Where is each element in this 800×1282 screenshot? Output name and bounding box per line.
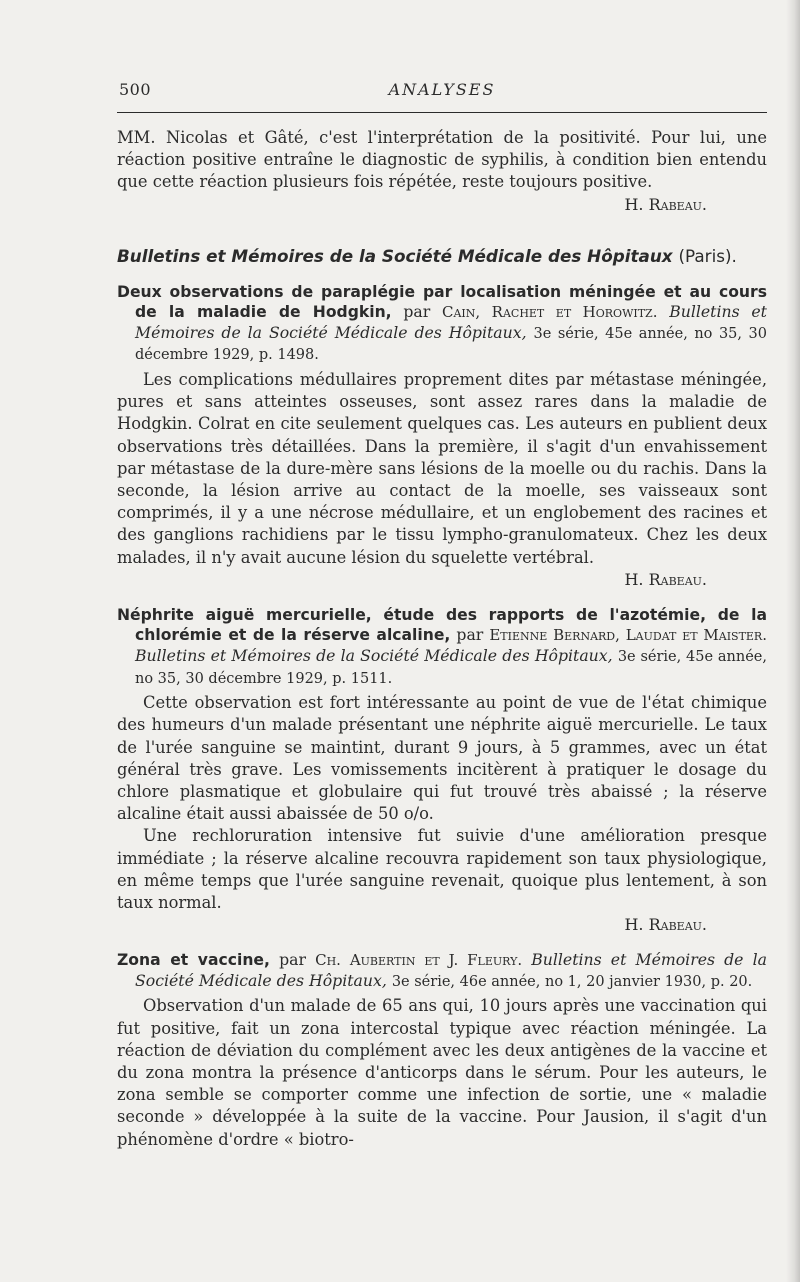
entry-par: par: [403, 302, 431, 322]
entry-reference: 3e série, 45e année, no 35, 30 décembre 1929, p. 1498.: [135, 325, 767, 364]
entry-body-continued: Une rechloruration intensive fut suivie d'une amélioration presque immédiate ; la réserve alcaline recouvra rapidement son taux physiologique, en même temps que l'urée sanguine revenait, quoique plus lentement, à son taux normal.: [117, 826, 767, 913]
entry-title: Zona et vaccine,: [117, 951, 270, 970]
review-entry: [117, 605, 767, 936]
header-rule: [117, 112, 767, 113]
entry-journal: Bulletins et Mémoires de la Société Médicale des Hôpitaux,: [135, 950, 767, 990]
entry-reference: 3e série, 46e année, no 1, 20 janvier 1930, p. 20.: [391, 973, 753, 990]
review-entry: [117, 282, 767, 591]
running-title: ANALYSES: [388, 80, 496, 99]
entry-body: Observation d'un malade de 65 ans qui, 10 jours après une vaccination qui fut positive, fait un zona intercostal typique avec réaction méningée. La réaction de déviation du complément avec les deux antigènes de la vaccine et du zona montra la présence d'anticorps dans le sérum. Pour les auteurs, le zona semble se comporter comme une infection de sortie, une « maladie seconde » développée à la suite de la vaccine. Pour Jausion, il s'agit d'un phénomène d'ordre « biotro-: [117, 996, 767, 1149]
entry-citation: [117, 950, 767, 992]
entry-signature: H. Rabeau.: [624, 915, 707, 935]
intro-signature: H. Rabeau.: [624, 194, 707, 214]
entry-body: Cette observation est fort intéressante au point de vue de l'état chimique des humeurs d'un malade présentant une néphrite aiguë mercurielle. Le taux de l'urée sanguine se maintint, durant 9 jours, à 5 grammes, avec un état général très grave. Les vomissements incitèrent à pratiquer le dosage du chlore plasmatique et globulaire qui fut trouvé très abaissé ; la réserve alcaline était aussi abaissée de 50 o/o.: [117, 693, 767, 824]
entry-journal: Bulletins et Mémoires de la Société Médicale des Hôpitaux,: [135, 646, 613, 665]
page-number: 500: [119, 80, 152, 99]
entry-citation: [117, 605, 767, 689]
book-page: [117, 80, 767, 1151]
entry-authors: Etienne Bernard, Laudat et Maister.: [489, 626, 767, 645]
entry-title: Néphrite aiguë mercurielle, étude des rapports de l'azotémie, de la chlorémie et de la réserve alcaline,: [117, 605, 767, 645]
entry-reference: 3e série, 45e année, no 35, 30 décembre 1929, p. 1511.: [135, 649, 767, 687]
intro-paragraph: MM. Nicolas et Gâté, c'est l'interprétation de la positivité. Pour lui, une réaction positive entraîne le diagnostic de syphilis, à condition bien entendu que cette réaction plusieurs fois répétée, reste toujours positive.: [117, 128, 767, 192]
review-entry: [117, 950, 767, 1151]
journal-heading-title: Bulletins et Mémoires de la Société Médicale des Hôpitaux: [117, 245, 673, 266]
entry-authors: Ch. Aubertin et J. Fleury.: [315, 951, 523, 970]
page-edge-shadow: [786, 0, 800, 1282]
entry-signature: H. Rabeau.: [624, 569, 707, 589]
entry-par: par: [456, 625, 484, 645]
entry-title: Deux observations de paraplégie par localisation méningée et au cours de la maladie de Hodgkin,: [117, 282, 767, 322]
journal-heading-city: (Paris).: [678, 245, 737, 266]
entry-par: par: [279, 950, 306, 970]
entry-journal: Bulletins et Mémoires de la Société Médicale des Hôpitaux,: [135, 302, 767, 342]
journal-heading: [117, 246, 767, 266]
page-header: [117, 80, 767, 106]
entry-body: Les complications médullaires proprement dites par métastase méningée, pures et sans atteintes osseuses, sont assez rares dans la maladie de Hodgkin. Colrat en cite seulement quelques cas. Les auteurs en publient deux observations très détaillées. Dans la première, il s'agit d'un envahissement par métastase de la dure-mère sans lésions de la moelle ou du rachis. Dans la seconde, la lésion arrive au contact de la moelle, ses vaisseaux sont comprimés, il y a une nécrose médullaire, et un englobement des racines et des ganglions rachidiens par le tissu lympho-granulomateux. Chez les deux malades, il n'y avait aucune lésion du squelette vertébral.: [117, 369, 767, 567]
entry-authors: Cain, Rachet et Horowitz.: [441, 303, 658, 322]
entry-citation: [117, 282, 767, 366]
